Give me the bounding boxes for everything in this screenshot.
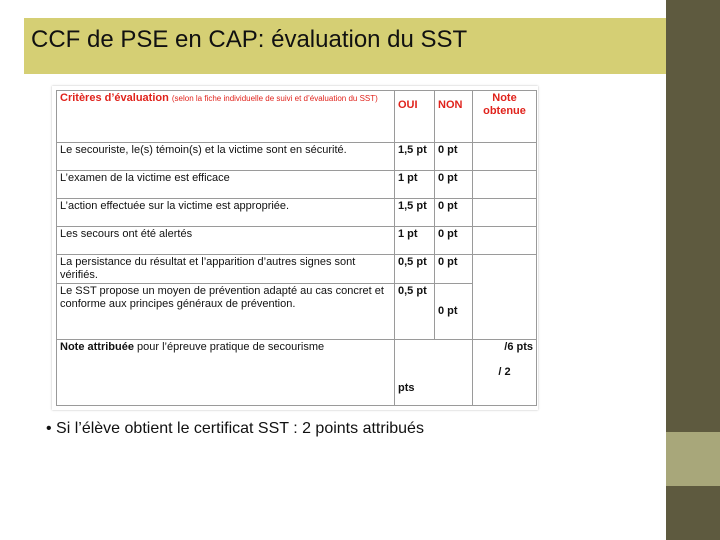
side-decor-dark-bottom: [666, 486, 720, 540]
non-cell: 0 pt: [435, 284, 473, 340]
page-title: CCF de PSE en CAP: évaluation du SST: [31, 26, 468, 53]
note-cell: [473, 199, 537, 227]
footer-label-rest: pour l’épreuve pratique de secourisme: [133, 341, 325, 353]
oui-cell: 1 pt: [395, 227, 435, 255]
non-cell: 0 pt: [435, 199, 473, 227]
oui-cell: 1,5 pt: [395, 199, 435, 227]
non-header: NON: [438, 99, 463, 111]
table-footer-row: [57, 340, 537, 406]
criteria-header: [57, 91, 395, 143]
title-bar: [24, 18, 678, 74]
bullet-text: • Si l’élève obtient le certificat SST : 2 points attribués: [46, 420, 424, 437]
criteria-label: Critères d’évaluation: [60, 92, 169, 104]
criterion-cell: Les secours ont été alertés: [57, 227, 395, 255]
footer-label-bold: Note attribuée: [60, 341, 134, 353]
note-obtenue-header: Note obtenue: [483, 92, 526, 117]
oui-header: OUI: [398, 99, 418, 111]
note-cell: [473, 143, 537, 171]
oui-cell: 0,5 pt: [395, 255, 435, 284]
criterion-cell: L’examen de la victime est efficace: [57, 171, 395, 199]
table-header-row: [57, 91, 537, 143]
non-cell: 0 pt: [435, 227, 473, 255]
oui-cell: 0,5 pt: [395, 284, 435, 340]
oui-cell: 1,5 pt: [395, 143, 435, 171]
note-cell: [473, 227, 537, 255]
non-cell: 0 pt: [435, 171, 473, 199]
side-decor-dark: [666, 0, 720, 432]
criterion-cell: Le secouriste, le(s) témoin(s) et la victime sont en sécurité.: [57, 143, 395, 171]
footer-pts-cell: [395, 340, 473, 406]
footer-note-cell: [473, 340, 537, 406]
non-cell: 0 pt: [435, 255, 473, 284]
table-row: [57, 199, 537, 227]
footer-note-2: / 2: [498, 366, 511, 378]
footer-note-6: /6 pts: [504, 341, 533, 353]
criteria-note: (selon la fiche individuelle de suivi et d’évaluation du SST): [171, 94, 378, 103]
non-cell: 0 pt: [435, 143, 473, 171]
table-row: [57, 171, 537, 199]
note-cell: [473, 171, 537, 199]
criterion-cell: La persistance du résultat et l’apparition d’autres signes sont vérifiés.: [57, 255, 395, 284]
note-cell: [473, 255, 537, 340]
table-row: [57, 143, 537, 171]
evaluation-table: [56, 90, 537, 406]
footer-pts: pts: [398, 382, 415, 394]
criterion-cell: Le SST propose un moyen de prévention adapté au cas concret et conforme aux principes généraux de prévention.: [57, 284, 395, 340]
table-row: [57, 227, 537, 255]
table-row: [57, 255, 537, 284]
oui-cell: 1 pt: [395, 171, 435, 199]
side-decor-light: [666, 432, 720, 486]
criterion-cell: L’action effectuée sur la victime est appropriée.: [57, 199, 395, 227]
footer-label-cell: [57, 340, 395, 406]
evaluation-sheet: [52, 86, 538, 410]
table-row: [57, 284, 537, 340]
